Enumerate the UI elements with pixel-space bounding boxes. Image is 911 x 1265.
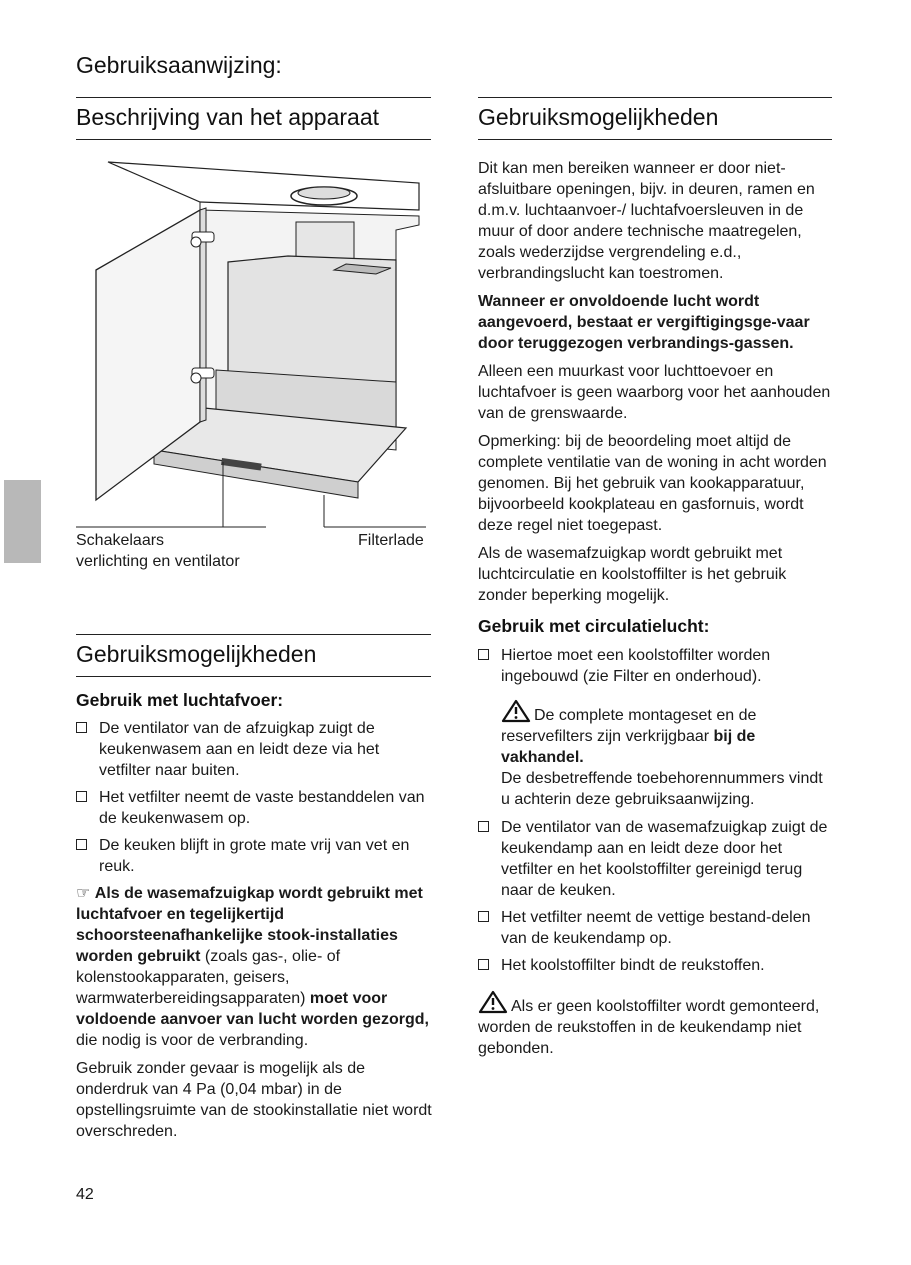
heading-description: Beschrijving van het apparaat [76,104,380,130]
rule [478,97,832,98]
warning-triangle-icon [478,990,508,1014]
warning-note: De complete montageset en de reservefilters zijn verkrijgbaar bij de vakhandel. De desbetreffende toebehorennummers vindt u achterin deze gebruiksaanwijzing. [478,699,832,810]
note-paragraph: ☞ Als de wasemafzuigkap wordt gebruikt met luchtafvoer en tegelijkertijd schoorsteenafhankelijke stook-installaties worden gebruikt (zoals gas-, olie- of kolenstookapparaten, geisers, warmwaterbereidingsapparaten) moet voor voldoende aanvoer van lucht worden gezorgd, die nodig is voor de verbranding. [76,885,429,1049]
paragraph: Dit kan men bereiken wanneer er door niet-afsluitbare openingen, bijv. in deuren, ramen en d.m.v. luchtaanvoer-/ luchtafvoersleuven in de muur of door andere technische maatregelen, zoals wederzijdse vergrendeling e.d., verbrandingslucht kan toestromen. [478,160,815,282]
page-title: Gebruiksaanwijzing: [76,52,282,78]
pointing-hand-icon: ☞ [76,885,91,902]
paragraph: Gebruik zonder gevaar is mogelijk als de onderdruk van 4 Pa (0,04 mbar) in de opstellingsruimte van de stookinstallatie niet wordt overschreden. [76,1060,432,1140]
subheading-circulation: Gebruik met circulatielucht: [478,616,710,636]
checklist-item: De ventilator van de afzuigkap zuigt de keukenwasem aan en leidt deze via het vetfilter naar buiten. [76,718,434,781]
right-body [478,158,832,1066]
checkbox-icon [478,911,489,922]
paragraph: Alleen een muurkast voor luchttoevoer en luchtafvoer is geen waarborg voor het aanhouden van de grenswaarde. [478,363,831,422]
paragraph: Opmerking: bij de beoordeling moet altijd de complete ventilatie van de woning in acht worden genomen. Bij het gebruik van kookapparatuur, bijvoorbeeld kookplateau en gasfornuis, wordt deze regel niet toegepast. [478,433,827,534]
warning-paragraph: Wanneer er onvoldoende lucht wordt aangevoerd, bestaat er vergiftigingsge-vaar door teruggezogen verbrandings-gassen. [478,293,810,352]
checklist-item: Hiertoe moet een koolstoffilter worden ingebouwd (zie Filter en onderhoud). [478,645,832,687]
heading-usage-left: Gebruiksmogelijkheden [76,641,317,667]
section-tab [4,480,41,563]
checklist-item: Het vetfilter neemt de vettige bestand-delen van de keukendamp op. [478,907,832,949]
checkbox-icon [478,821,489,832]
heading-usage-right: Gebruiksmogelijkheden [478,104,719,130]
checkbox-icon [76,791,87,802]
label-filter: Filterlade [358,532,424,549]
checkbox-icon [478,959,489,970]
rule [76,634,431,635]
subheading-exhaust: Gebruik met luchtafvoer: [76,690,284,710]
label-switches-line2: verlichting en ventilator [76,553,240,570]
warning-triangle-icon [501,699,531,723]
rule [76,676,431,677]
checkbox-icon [478,649,489,660]
label-switches [76,530,240,572]
checklist-item: De ventilator van de wasemafzuigkap zuigt de keukendamp aan en leidt deze door het vetfilter en het koolstoffilter gereinigd terug naar de keuken. [478,817,832,901]
rule [478,139,832,140]
rule [76,139,431,140]
checklist-item: Het vetfilter neemt de vaste bestanddelen van de keukenwasem op. [76,787,434,829]
label-switches-line1: Schakelaars [76,532,165,549]
checklist-item: Het koolstoffilter bindt de reukstoffen. [478,955,832,976]
page-number: 42 [76,1186,94,1203]
paragraph: Als de wasemafzuigkap wordt gebruikt met luchtcirculatie en koolstoffilter is het gebruik zonder beperking mogelijk. [478,545,787,604]
left-body [76,718,434,1149]
appliance-illustration [76,150,436,530]
warning-note: Als er geen koolstoffilter wordt gemonteerd, worden de reukstoffen in de keukendamp niet gebonden. [478,990,832,1059]
checkbox-icon [76,722,87,733]
checkbox-icon [76,839,87,850]
rule [76,97,431,98]
checklist-item: De keuken blijft in grote mate vrij van vet en reuk. [76,835,434,877]
